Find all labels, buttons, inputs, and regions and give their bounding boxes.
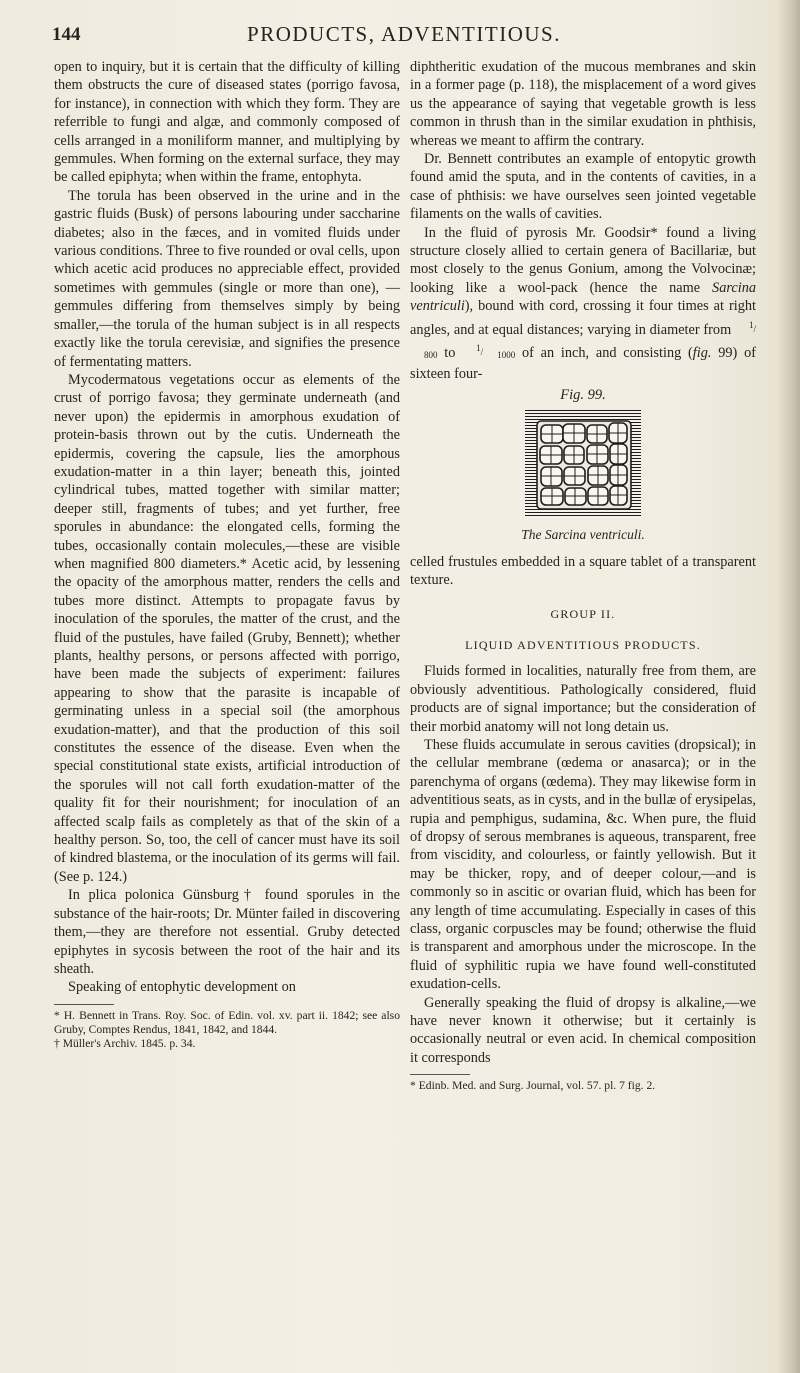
fraction-denominator: 800 (424, 350, 438, 361)
paragraph: Mycodermatous vegetations occur as elements of the crust of porrigo favosa; they germinate underneath (and never upon) the epidermis in amorphous exudation of protein-basis thrown out by the cutis. Underneath the epidermis, covering the capsule, lies the amorphous exudation-matter in a thin layer; beneath this, jointed cylindrical tubes, matted together with similar matter; deeper still, fragments of tubes; and yet further, free sporules in abundance: the elongated cells, forming the tubes, occasionally contain molecules,—these are visible when magnified 800 diameters.* Acetic acid, by lessening the opacity of the amorphous matter, renders the cells and tubes more distinct. Attempts to propagate favus by inoculation of the sporules, the matter of the crust, and the fluid of the pustules, have failed (Gruby, Bennett); whether plants, healthy persons, or persons affected with porrigo, have been made the subjects of experiment: failures appearing to show that the parasite is incapable of germinating unless in a special soil (the amorphous exudation-matter), and that the production of this soil constitutes the essence of the disease. Even when the special constitutional state exists, artificial introduction of the sporules will not call forth exudation-matter of the quality fit for their nourishment; for inoculation of an affected scalp fails as completely as that of the skin of a healthy person. So, too, the cell of cancer must have its soil of kindred blastema, or the inoculation of its germs will fail. (See p. 124.) (54, 371, 400, 885)
page-number: 144 (52, 24, 81, 45)
figure-caption: The Sarcina ventriculi. (521, 527, 645, 543)
paragraph: Fluids formed in localities, naturally free from them, are obviously adventitious. Pathologically considered, fluid products are of signal importance; but the consideration of their morbid anatomy will not long detain us. (410, 663, 756, 735)
paragraph: open to inquiry, but it is certain that the difficulty of killing them obstructs the cure of diseased states (porrigo favosa, for instance), in connection with which they form. They are referrible to fungi and algæ, and commonly composed of cells arranged in a moniliform manner, and multiplying by gemmules. When forming on the external surface, they may be called epiphyta; when within the frame, entophyta. (54, 59, 400, 186)
fraction-numerator: 1 (476, 343, 481, 354)
fraction: 1/800 (410, 324, 756, 357)
figure-label: Fig. 99. (560, 386, 606, 403)
fraction: 1/ 1000 (462, 347, 515, 357)
fraction-numerator: 1 (748, 319, 754, 330)
footnote: * H. Bennett in Trans. Roy. Soc. of Edin. vol. xv. part ii. 1842; see also Gruby, Comptes Rendus, 1841, 1842, and 1844. (54, 1008, 400, 1036)
right-column (410, 58, 756, 1093)
italic-term: Sarcina ventriculi (410, 279, 756, 315)
text-run: to (437, 345, 463, 362)
paragraph: In plica polonica Günsburg† found sporules in the substance of the hair-roots; Dr. Münter failed in discovering them,—they are therefore not essential. Gruby detected epiphytes in sycosis between the root of the hair and its sheath. (54, 887, 400, 977)
paragraph: These fluids accumulate in serous cavities (dropsical); in the cellular membrane (œdema or anasarca); or in the parenchyma of organs (œdema). They may likewise form in adventitious seats, as in cysts, and in the bullæ of erysipelas, rupia and pemphigus, sudamina, &c. When pure, the fluid of dropsy of serous membranes is aqueous, transparent, free from viscidity, and colourless, or faintly yellowish. But it may be thicker, ropy, and of deeper colour,—and is commonly so in ascitic or ovarian fluid, which has been for any length of time accumulating. Especially in cases of this class, organic corpuscles may be found; otherwise the fluid is transparent and amorphous under the microscope. In the fluid of syphilitic rupia we have found well-constituted exudation-cells. (410, 736, 756, 993)
footnote-rule (54, 1004, 114, 1005)
paragraph (410, 224, 756, 383)
group-heading: GROUP II. (550, 606, 616, 621)
page-edge-shadow (778, 0, 800, 1373)
text-run: ), bound with cord, crossing it four times at right angles, and at equal distances; varying in diameter from (410, 298, 756, 338)
italic-term: fig. (692, 345, 712, 362)
section-title: LIQUID ADVENTITIOUS PRODUCTS. (465, 637, 701, 652)
paragraph: celled frustules embedded in a square tablet of a transparent texture. (410, 553, 756, 589)
paragraph: The torula has been observed in the urine and in the gastric fluids (Busk) of persons labouring under saccharine diabetes; also in the fæces, and in vomited fluids under various conditions. Three to five rounded or oval cells, upon which acetic acid produces no appreciable effect, provided sometimes with gemmules (single or more than one), —gemmules differing from themselves simply by being smaller,—the torula of the human subject is in all respects exactly like the torula cerevisiæ, and signifies the presence of fermentating matters. (54, 187, 400, 370)
paragraph: diphtheritic exudation of the mucous membranes and skin in a former page (p. 118), the misplacement of a word gives us the appearance of saying that vegetable growth is less common in thrush than in the similar exudation in phthisis, whereas we meant to affirm the contrary. (410, 59, 756, 149)
sarcina-figure (525, 410, 641, 518)
text-run: 99) of sixteen four- (410, 345, 756, 382)
text-run: In the fluid of pyrosis Mr. Goodsir* found a living structure closely allied to certain genera of Bacillariæ, but most closely to the genus Gonium, among the Volvocinæ; looking like a wool-pack (hence the name (410, 224, 756, 296)
fraction-denominator: 1000 (497, 350, 516, 361)
paragraph: Dr. Bennett contributes an example of entopytic growth found amid the sputa, and in the contents of cavities, in a case of phthisis: we have ourselves seen jointed vegetable filaments on the walls of cavities. (410, 151, 756, 223)
left-column (54, 58, 400, 1051)
footnote: † Müller's Archiv. 1845. p. 34. (54, 1037, 196, 1051)
text-run: of an inch, and consisting ( (515, 345, 693, 362)
footnote-rule (410, 1074, 470, 1075)
page-header (52, 20, 756, 50)
paragraph: Generally speaking the fluid of dropsy is alkaline,—we have never known it otherwise; but it certainly is occasionally neutral or even acid. In chemical composition it corresponds (410, 994, 756, 1066)
footnote: * Edinb. Med. and Surg. Journal, vol. 57. pl. 7 fig. 2. (410, 1079, 656, 1093)
running-title: PRODUCTS, ADVENTITIOUS. (247, 22, 561, 46)
paragraph: Speaking of entophytic development on (68, 979, 296, 996)
